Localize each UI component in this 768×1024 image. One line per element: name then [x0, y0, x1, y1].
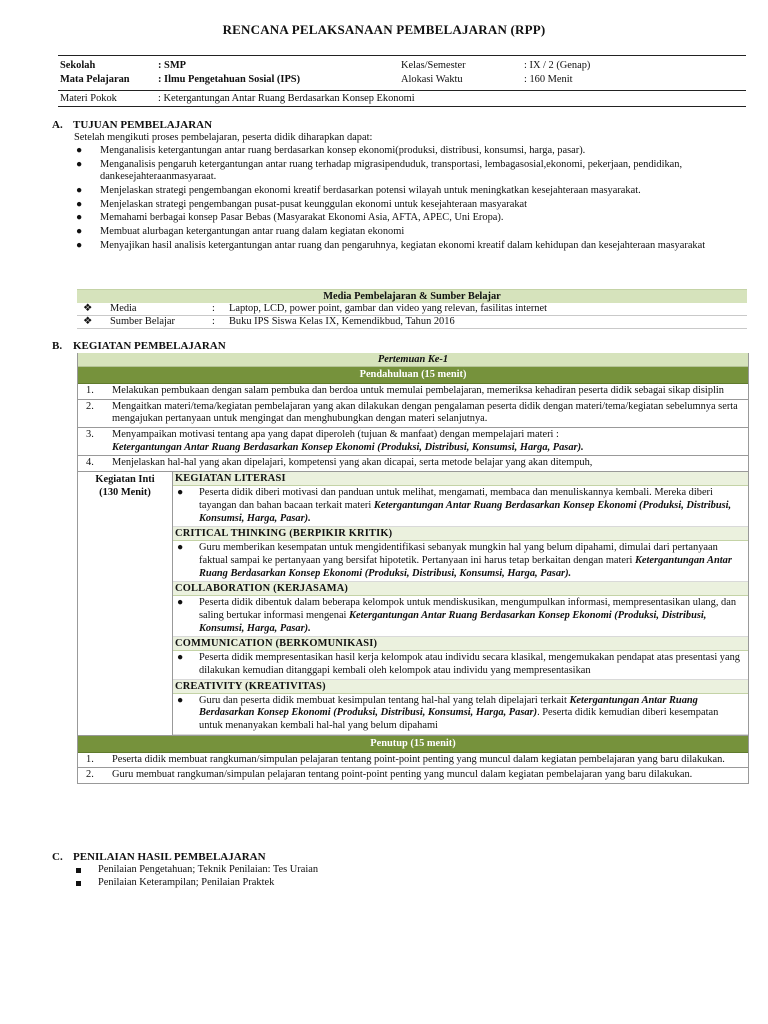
bullet-icon: ●	[177, 652, 184, 664]
tujuan-text: Menganalisis ketergantungan antar ruang berdasarkan konsep ekonomi(produksi, distribusi, konsumsi, harga, pasar).	[100, 145, 586, 156]
inti-paragraph	[173, 486, 748, 527]
bullet-icon: ●	[177, 542, 184, 554]
penilaian-list	[74, 864, 318, 890]
kegiatan-inti	[78, 472, 748, 736]
media-row	[77, 316, 747, 329]
media-colon: :	[212, 303, 215, 314]
tujuan-list	[74, 145, 744, 254]
inti-paragraph	[173, 651, 748, 679]
tujuan-item	[74, 226, 744, 239]
row-text: Guru membuat rangkuman/simpulan pelajaran tentang point-point penting yang muncul dalam kegiatan pembelajaran yang baru dilakukan.	[112, 769, 693, 781]
row-text: Mengaitkan materi/tema/kegiatan pembelajaran yang akan dilakukan dengan pengalaman peserta didik dengan materi/tema/kegiatan sebelumnya serta mengajukan pertanyaan untuk mengingat dan menghubungkan dengan materi selanjutnya.	[112, 400, 738, 425]
materi-value: : Ketergantungan Antar Ruang Berdasarkan Konsep Ekonomi	[158, 93, 415, 104]
row-bold-text: Ketergantungan Antar Ruang Berdasarkan Konsep Ekonomi (Produksi, Distribusi, Konsumsi, Harga, Pasar).	[112, 441, 584, 453]
tujuan-intro: Setelah mengikuti proses pembelajaran, peserta didik diharapkan dapat:	[74, 132, 373, 143]
row-number: 3.	[86, 429, 94, 441]
inti-bold-text: Ketergantungan Antar Ruang Berdasarkan Konsep Ekonomi (Produksi, Distribusi, Konsumsi, Harga, Pasar)	[199, 694, 698, 719]
tujuan-item	[74, 145, 744, 158]
diamond-bullet-icon: ❖	[83, 303, 93, 314]
inti-time-text: (130 Menit)	[99, 486, 151, 498]
section-b-letter: B.	[52, 340, 63, 352]
row-number: 2.	[86, 400, 94, 412]
media-value: Buku IPS Siswa Kelas IX, Kemendikbud, Tahun 2016	[229, 316, 455, 327]
section-b-title: KEGIATAN PEMBELAJARAN	[73, 340, 226, 352]
tujuan-item	[74, 212, 744, 225]
inti-paragraph	[173, 694, 748, 735]
bullet-icon: ●	[76, 158, 83, 170]
penilaian-item	[74, 877, 318, 890]
kegiatan-table	[77, 353, 749, 784]
inti-paragraph	[173, 541, 748, 582]
inti-text: Guru memberikan kesempatan untuk mengidentifikasi sebanyak mungkin hal yang belum dipahami, dimulai dari pertanyaan faktual sampai ke pertanyaan yang bersifat hipotetik. Pertanyaan ini harus tetap berkaitan dengan materi	[199, 542, 718, 566]
header-bottom-rule	[58, 106, 746, 107]
inti-subheading: CRITICAL THINKING (BERPIKIR KRITIK)	[173, 527, 748, 541]
tujuan-text: Menjelaskan strategi pengembangan pusat-pusat keunggulan ekonomi untuk kesejahteraan masyarakat	[100, 198, 528, 210]
penutup-row	[78, 768, 748, 784]
inti-subheading: COMMUNICATION (BERKOMUNIKASI)	[173, 637, 748, 651]
penilaian-item	[74, 864, 318, 877]
header-mid-rule	[58, 90, 746, 91]
media-label: Sumber Belajar	[110, 316, 175, 327]
bullet-icon: ●	[76, 212, 83, 224]
penilaian-text: Penilaian Pengetahuan; Teknik Penilaian: Tes Uraian	[98, 864, 319, 875]
inti-paragraph	[173, 596, 748, 637]
sekolah-label: Sekolah	[60, 60, 96, 71]
bullet-icon: ●	[177, 694, 184, 706]
row-text: Melakukan pembukaan dengan salam pembuka dan berdoa untuk memulai pembelajaran, memeriksa kehadiran peserta didik sebagai sikap disiplin	[112, 385, 724, 396]
media-heading: Media Pembelajaran & Sumber Belajar	[77, 289, 747, 303]
inti-text: Peserta didik mempresentasikan hasil kerja kelompok atau individu secara klasikal, mengemukakan pendapat atas presentasi yang dilakukan kemudian ditanggapi kembali oleh kelompok atau individu yang mempresentasikan	[199, 652, 741, 676]
inti-bold-text: Ketergantungan Antar Ruang Berdasarkan Konsep Ekonomi (Produksi, Distribusi, Konsumsi, Harga, Pasar).	[199, 554, 732, 579]
sekolah-value: : SMP	[158, 60, 186, 71]
row-number: 2.	[86, 769, 94, 781]
document-title: RENCANA PELAKSANAAN PEMBELAJARAN (RPP)	[222, 22, 546, 37]
inti-text: Guru dan peserta didik membuat kesimpulan tentang hal-hal yang telah dipelajari terkait	[199, 694, 570, 706]
row-text: Menyampaikan motivasi tentang apa yang dapat diperoleh (tujuan & manfaat) dengan mempelajari materi :	[112, 429, 559, 441]
alokasi-label: Alokasi Waktu	[401, 74, 463, 85]
penutup-row	[78, 753, 748, 769]
pendahuluan-header: Pendahuluan (15 menit)	[78, 367, 748, 384]
row-text: Menjelaskan hal-hal yang akan dipelajari, kompetensi yang akan dicapai, serta metode belajar yang akan ditempuh,	[112, 457, 593, 469]
bullet-icon: ●	[76, 239, 83, 251]
section-c-heading	[52, 851, 266, 864]
bullet-icon: ●	[76, 185, 83, 197]
tujuan-text: Menganalisis pengaruh ketergantungan antar ruang terhadap migrasipenduduk, transportasi, lembagasosial,ekonomi, pekerjaan, pendidikan, dankesejahteraanmasyaraat.	[100, 158, 683, 183]
bullet-icon: ●	[177, 597, 184, 609]
inti-bold-text: Ketergantungan Antar Ruang Berdasarkan Konsep Ekonomi (Produksi, Distribusi, Konsumsi, Harga, Pasar).	[199, 499, 732, 524]
tujuan-item	[74, 185, 744, 198]
square-bullet-icon	[76, 868, 81, 873]
section-c-letter: C.	[52, 851, 63, 863]
section-c-title: PENILAIAN HASIL PEMBELAJARAN	[73, 851, 266, 863]
tujuan-item	[74, 240, 744, 253]
bullet-icon: ●	[177, 487, 184, 499]
pertemuan-header: Pertemuan Ke-1	[78, 353, 748, 367]
pendahuluan-row	[78, 428, 748, 456]
inti-subheading: COLLABORATION (KERJASAMA)	[173, 582, 748, 596]
materi-row	[58, 93, 746, 107]
media-label: Media	[110, 303, 137, 314]
media-value: Laptop, LCD, power point, gambar dan video yang relevan, fasilitas internet	[229, 303, 547, 314]
kelas-value: : IX / 2 (Genap)	[524, 60, 591, 71]
tujuan-item	[74, 199, 744, 212]
inti-text: Peserta didik dibentuk dalam beberapa kelompok untuk mendiskusikan, mengumpulkan informasi, mempresentasikan ulang, dan saling bertukar informasi mengenai	[199, 597, 737, 621]
mapel-label: Mata Pelajaran	[60, 74, 130, 85]
media-table	[77, 289, 747, 329]
inti-label-text: Kegiatan Inti	[95, 474, 155, 486]
media-row	[77, 303, 747, 316]
section-a-letter: A.	[52, 119, 63, 131]
header-row-mapel	[58, 74, 746, 88]
row-text: Peserta didik membuat rangkuman/simpulan pelajaran tentang point-point penting yang muncul dalam kegiatan pembelajaran yang baru dilakukan.	[112, 753, 725, 765]
tujuan-text: Membuat alurbagan ketergantungan antar ruang dalam kegiatan ekonomi	[100, 226, 405, 238]
penilaian-text: Penilaian Keterampilan; Penilaian Praktek	[98, 877, 275, 888]
inti-text: Peserta didik diberi motivasi dan panduan untuk melihat, mengamati, membaca dan menuliskannya kembali. Mereka diberi tayangan dan bahan bacaan terkait materi	[199, 487, 713, 511]
row-number: 1.	[86, 385, 94, 396]
header-top-rule	[58, 55, 746, 56]
pendahuluan-row	[78, 400, 748, 428]
media-colon: :	[212, 316, 215, 327]
tujuan-text: Menjelaskan strategi pengembangan ekonomi kreatif berdasarkan potensi wilayah untuk meningkatkan kesejahteraan masyarakat.	[100, 185, 641, 197]
section-a-heading	[52, 119, 212, 132]
inti-tail-text: . Peserta didik kemudian diberi kesempatan untuk menanyakan kembali hal-hal yang belum dipahami	[199, 707, 719, 732]
section-a-title: TUJUAN PEMBELAJARAN	[73, 119, 213, 131]
square-bullet-icon	[76, 881, 81, 886]
bullet-icon: ●	[76, 226, 83, 238]
pendahuluan-row	[78, 456, 748, 472]
diamond-bullet-icon: ❖	[83, 316, 93, 327]
pendahuluan-row	[78, 384, 748, 400]
inti-subheading: KEGIATAN LITERASI	[173, 472, 748, 486]
row-number: 4.	[86, 457, 94, 469]
materi-label: Materi Pokok	[60, 93, 117, 104]
row-number: 1.	[86, 753, 94, 765]
tujuan-text: Memahami berbagai konsep Pasar Bebas (Masyarakat Ekonomi Asia, AFTA, APEC, Uni Eropa).	[100, 212, 504, 224]
mapel-value: : Ilmu Pengetahuan Sosial (IPS)	[158, 74, 301, 85]
tujuan-item	[74, 159, 744, 184]
section-b-heading	[52, 340, 226, 353]
bullet-icon: ●	[76, 145, 83, 156]
inti-bold-text: Ketergantungan Antar Ruang Berdasarkan Konsep Ekonomi (Produksi, Distribusi, Konsumsi, Harga, Pasar).	[199, 609, 707, 634]
penutup-header: Penutup (15 menit)	[78, 736, 748, 753]
alokasi-value: : 160 Menit	[524, 74, 573, 85]
inti-subheading: CREATIVITY (KREATIVITAS)	[173, 680, 748, 694]
kegiatan-inti-label	[78, 472, 172, 499]
header-row-sekolah	[58, 60, 746, 74]
tujuan-text: Menyajikan hasil analisis ketergantungan antar ruang dan pengaruhnya, kegiatan ekonomi kreatif dalam kehidupan dan kesejahteraan masyarakat	[100, 239, 706, 251]
kelas-label: Kelas/Semester	[401, 60, 466, 71]
header-block	[58, 60, 746, 88]
bullet-icon: ●	[76, 198, 83, 210]
